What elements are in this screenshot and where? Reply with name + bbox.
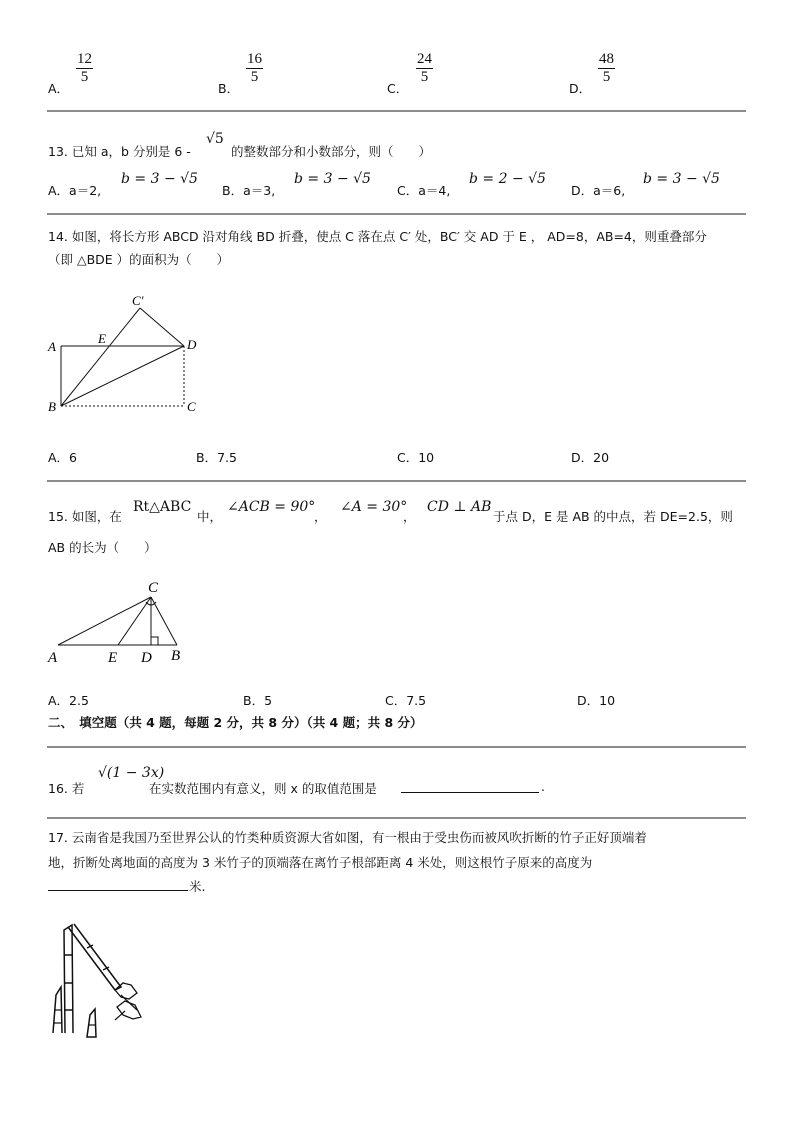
q12-option-c-label[interactable]: C． bbox=[387, 81, 409, 96]
q12-option-a-label[interactable]: A． bbox=[48, 81, 70, 96]
q12-option-d-fraction: $\frac{48}{5}$ bbox=[599, 51, 614, 85]
q16-prefix: 16. 若 bbox=[48, 781, 85, 796]
bamboo-stalk bbox=[64, 925, 73, 1033]
q17-stem-line2: 地，折断处离地面的高度为 3 米竹子的顶端落在离竹子根部距离 4 米处，则这根竹子原来的高度为 bbox=[48, 855, 593, 870]
q13-option-b-label[interactable]: B．a＝3, bbox=[222, 183, 276, 198]
label-d: D bbox=[187, 337, 197, 352]
q15-stem-p2: 中， bbox=[197, 509, 223, 524]
q15-stem-line2: AB 的长为（ ） bbox=[48, 540, 157, 555]
q13-option-d-label[interactable]: D．a＝6, bbox=[571, 183, 626, 198]
divider-1 bbox=[47, 110, 746, 112]
bamboo-leaves bbox=[115, 983, 137, 999]
q14-option-a[interactable]: A．6 bbox=[48, 450, 78, 465]
segment-bc-prime bbox=[61, 308, 140, 406]
q17-unit: 米. bbox=[189, 879, 206, 894]
q15-triangle-figure bbox=[40, 575, 200, 670]
segment-ce bbox=[118, 597, 151, 645]
q15-option-b[interactable]: B．5 bbox=[243, 693, 273, 708]
q15-rt-triangle: Rt△ABC bbox=[133, 499, 192, 515]
q15-comma2: ， bbox=[403, 509, 416, 524]
label-e: E bbox=[98, 331, 106, 346]
divider-3 bbox=[47, 480, 746, 482]
q12-option-c-fraction: $\frac{24}{5}$ bbox=[417, 51, 432, 85]
q15-angle-a: ∠A = 30° bbox=[340, 499, 408, 515]
label-b: B bbox=[48, 399, 56, 414]
q13-option-d-expr: b = 3 − √5 bbox=[643, 171, 720, 187]
q13-sqrt5: √5 bbox=[206, 131, 224, 147]
label-c: C bbox=[148, 580, 159, 596]
label-e: E bbox=[108, 650, 118, 666]
q17-stem-line1: 17. 云南省是我国乃至世界公认的竹类种质资源大省如图，有一根由于受虫伤而被风吹折断的竹子正好顶端着 bbox=[48, 830, 647, 845]
q13-stem-a: 13. 已知 a，b 分别是 6 - bbox=[48, 144, 191, 159]
divider-2 bbox=[47, 213, 746, 215]
segment-c-prime-d bbox=[140, 308, 184, 346]
bamboo-shoot-right bbox=[87, 1009, 96, 1037]
q12-option-b-label[interactable]: B． bbox=[218, 81, 240, 96]
q13-option-a-expr: b = 3 − √5 bbox=[121, 171, 198, 187]
q13-option-c-expr: b = 2 − √5 bbox=[469, 171, 546, 187]
q14-stem-line1: 14. 如图，将长方形 ABCD 沿对角线 BD 折叠，使点 C 落在点 C′ 处，BC′ 交 AD 于 E ， AD=8，AB=4，则重叠部分 bbox=[48, 229, 707, 244]
label-b: B bbox=[171, 648, 181, 664]
label-d: D bbox=[141, 650, 152, 666]
segment-bd bbox=[61, 346, 184, 406]
q17-bamboo-figure bbox=[45, 915, 155, 1045]
divider-4 bbox=[47, 746, 746, 748]
q15-perp: CD ⊥ AB bbox=[427, 499, 492, 515]
label-a: A bbox=[48, 339, 56, 354]
label-c-prime: C′ bbox=[132, 293, 144, 308]
q15-stem-p3: 于点 D，E 是 AB 的中点，若 DE=2.5，则 bbox=[493, 509, 733, 524]
q15-option-c[interactable]: C．7.5 bbox=[385, 693, 427, 708]
q16-end: . bbox=[541, 779, 545, 794]
q15-angle-acb: ∠ACB = 90° bbox=[227, 499, 316, 515]
q14-fold-figure bbox=[40, 290, 215, 420]
q16-suffix: 在实数范围内有意义，则 x 的取值范围是 bbox=[149, 781, 377, 796]
q13-option-a-label[interactable]: A．a＝2, bbox=[48, 183, 102, 198]
q16-answer-blank[interactable] bbox=[401, 778, 539, 793]
segment-cb bbox=[151, 597, 177, 645]
bamboo-fallen-top bbox=[68, 924, 121, 990]
q15-option-a[interactable]: A．2.5 bbox=[48, 693, 89, 708]
segment-ac bbox=[58, 597, 151, 645]
q14-option-c[interactable]: C．10 bbox=[397, 450, 435, 465]
label-a: A bbox=[48, 650, 58, 666]
q14-option-b[interactable]: B．7.5 bbox=[196, 450, 237, 465]
q14-option-d[interactable]: D．20 bbox=[571, 450, 610, 465]
q14-stem-line2: （即 △BDE ）的面积为（ ） bbox=[48, 252, 230, 267]
q12-option-b-fraction: $\frac{16}{5}$ bbox=[247, 51, 262, 85]
q13-option-b-expr: b = 3 − √5 bbox=[294, 171, 371, 187]
q12-option-a-fraction: $\frac{12}{5}$ bbox=[77, 51, 92, 85]
section-2-title: 二、 填空题（共 4 题，每题 2 分，共 8 分）（共 4 题；共 8 分） bbox=[48, 715, 423, 730]
q15-comma1: ， bbox=[314, 509, 327, 524]
q15-option-d[interactable]: D．10 bbox=[577, 693, 616, 708]
label-c: C bbox=[187, 399, 196, 414]
q15-stem-p1: 15. 如图，在 bbox=[48, 509, 122, 524]
q13-option-c-label[interactable]: C．a＝4, bbox=[397, 183, 451, 198]
q17-answer-blank[interactable] bbox=[48, 876, 188, 891]
divider-5 bbox=[47, 817, 746, 819]
q12-option-d-label[interactable]: D． bbox=[569, 81, 592, 96]
q16-sqrt-expr: √(1 − 3x) bbox=[98, 765, 165, 781]
right-angle-mark-d bbox=[151, 637, 158, 645]
q13-stem-b: 的整数部分和小数部分，则（ ） bbox=[231, 144, 432, 159]
